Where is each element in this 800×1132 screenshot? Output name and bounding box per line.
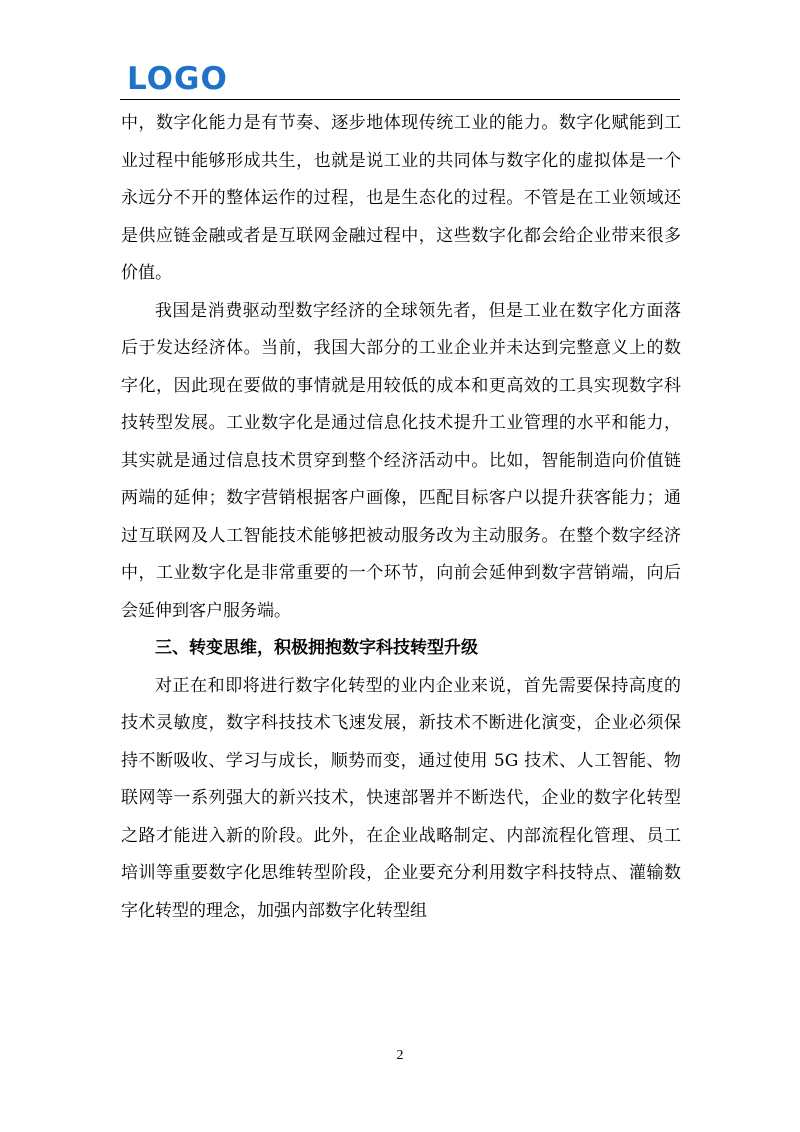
header-divider xyxy=(120,99,680,100)
document-body xyxy=(121,105,681,930)
section-heading: 三、转变思维，积极拥抱数字科技转型升级 xyxy=(155,638,478,658)
logo: LOGO xyxy=(127,61,228,97)
paragraph: 我国是消费驱动型数字经济的全球领先者，但是工业在数字化方面落后于发达经济体。当前，我国大部分的工业企业并未达到完整意义上的数字化，因此现在要做的事情就是用较低的成本和更高效的工具实现数字科技转型发展。工业数字化是通过信息化技术提升工业管理的水平和能力，其实就是通过信息技术贯穿到整个经济活动中。比如，智能制造向价值链两端的延伸；数字营销根据客户画像，匹配目标客户以提升获客能力；通过互联网及人工智能技术能够把被动服务改为主动服务。在整个数字经济中，工业数字化是非常重要的一个环节，向前会延伸到数字营销端，向后会延伸到客户服务端。 xyxy=(121,300,681,621)
paragraph: 对正在和即将进行数字化转型的业内企业来说，首先需要保持高度的技术灵敏度，数字科技技术飞速发展，新技术不断进化演变，企业必须保持不断吸收、学习与成长，顺势而变，通过使用 5G 技术、人工智能、物联网等一系列强大的新兴技术，快速部署并不断迭代，企业的数字化转型之路才能进入新的阶段。此外，在企业战略制定、内部流程化管理、员工培训等重要数字化思维转型阶段，企业要充分利用数字科技特点、灌输数字化转型的理念，加强内部数字化转型组 xyxy=(121,675,681,921)
page-number: 2 xyxy=(396,1048,404,1063)
paragraph-continued: 中，数字化能力是有节奏、逐步地体现传统工业的能力。数字化赋能到工业过程中能够形成共生，也就是说工业的共同体与数字化的虚拟体是一个永远分不开的整体运作的过程，也是生态化的过程。不管是在工业领域还是供应链金融或者是互联网金融过程中，这些数字化都会给企业带来很多价值。 xyxy=(121,113,681,283)
